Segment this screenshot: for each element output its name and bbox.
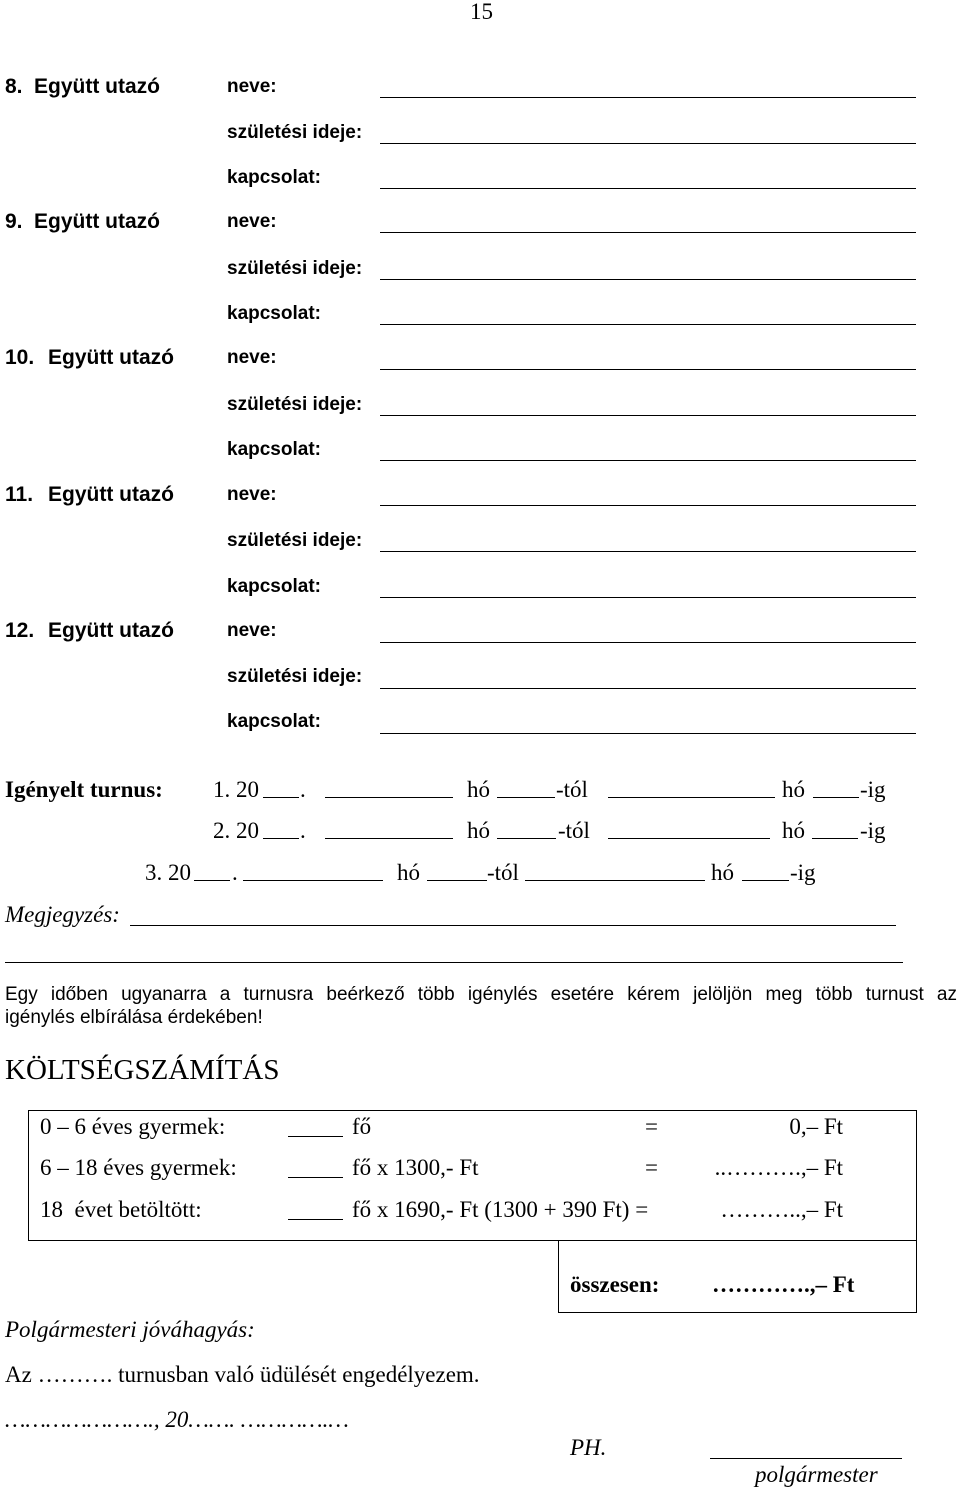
end-month-field[interactable]: [525, 880, 705, 881]
birth-date-field[interactable]: [380, 688, 916, 689]
traveler-title: Együtt utazó: [48, 619, 174, 642]
relation-field[interactable]: [380, 188, 916, 189]
total-label: összesen:: [570, 1272, 660, 1297]
start-day-field[interactable]: [427, 880, 487, 881]
equals-sign: =: [645, 1155, 658, 1180]
turnus-option-number: 1. 20: [213, 777, 259, 802]
birth-date-field[interactable]: [380, 551, 916, 552]
name-field[interactable]: [380, 232, 916, 233]
from-suffix: -tól: [558, 818, 590, 843]
end-day-field[interactable]: [812, 838, 858, 839]
year-field[interactable]: [194, 880, 230, 881]
name-field[interactable]: [380, 97, 916, 98]
birth-date-label: születési ideje:: [227, 666, 363, 687]
relation-field[interactable]: [380, 597, 916, 598]
signature-line[interactable]: [710, 1458, 902, 1459]
turnus-option-number: 3. 20: [145, 860, 191, 885]
year-dot: .: [300, 777, 306, 802]
to-suffix: -ig: [790, 860, 816, 885]
cost-title: KÖLTSÉGSZÁMÍTÁS: [5, 1054, 280, 1086]
headcount-field[interactable]: [288, 1136, 343, 1137]
row-amount: ..……….,– Ft: [714, 1155, 843, 1180]
birth-date-label: születési ideje:: [227, 258, 363, 279]
end-day-field[interactable]: [742, 880, 789, 881]
name-label: neve:: [227, 620, 277, 641]
notice-line-2: igénylés elbírálása érdekében!: [5, 1007, 263, 1028]
notice-line-1: Egy időben ugyanarra a turnusra beérkező több igénylés esetére kérem jelöljön meg több turnust az: [5, 984, 957, 1005]
relation-label: kapcsolat:: [227, 576, 321, 597]
end-month-label: hó: [782, 777, 805, 802]
remark-label: Megjegyzés:: [5, 902, 120, 927]
birth-date-field[interactable]: [380, 415, 916, 416]
headcount-field[interactable]: [288, 1177, 343, 1178]
name-field[interactable]: [380, 505, 916, 506]
unit-price-text: fő x 1690,- Ft (1300 + 390 Ft) =: [352, 1197, 649, 1222]
page-number: 15: [470, 0, 493, 24]
unit-price-text: fő x 1300,- Ft: [352, 1155, 479, 1180]
start-month-field[interactable]: [325, 838, 453, 839]
to-suffix: -ig: [860, 818, 886, 843]
traveler-number: 8.: [5, 75, 23, 98]
headcount-field[interactable]: [288, 1219, 343, 1220]
equals-sign: =: [645, 1114, 658, 1139]
end-month-field[interactable]: [608, 838, 770, 839]
row-amount: ………..,– Ft: [720, 1197, 843, 1222]
start-month-label: hó: [397, 860, 420, 885]
end-month-label: hó: [782, 818, 805, 843]
traveler-title: Együtt utazó: [48, 483, 174, 506]
end-month-label: hó: [711, 860, 734, 885]
traveler-title: Együtt utazó: [34, 75, 160, 98]
traveler-number: 10.: [5, 346, 35, 369]
age-group-label: 0 – 6 éves gyermek:: [40, 1114, 226, 1139]
year-field[interactable]: [263, 797, 299, 798]
remark-field[interactable]: [130, 925, 896, 926]
year-field[interactable]: [263, 838, 299, 839]
year-dot: .: [300, 818, 306, 843]
relation-label: kapcsolat:: [227, 303, 321, 324]
birth-date-field[interactable]: [380, 143, 916, 144]
from-suffix: -tól: [487, 860, 519, 885]
relation-label: kapcsolat:: [227, 711, 321, 732]
name-field[interactable]: [380, 642, 916, 643]
signature-label: polgármester: [755, 1462, 878, 1487]
traveler-number: 12.: [5, 619, 35, 642]
traveler-number: 9.: [5, 210, 23, 233]
row-amount: 0,– Ft: [789, 1114, 843, 1139]
approval-title: Polgármesteri jóváhagyás:: [5, 1317, 255, 1342]
age-group-label: 18 évet betöltött:: [40, 1197, 202, 1222]
start-month-field[interactable]: [325, 797, 453, 798]
name-label: neve:: [227, 347, 277, 368]
birth-date-label: születési ideje:: [227, 394, 363, 415]
end-month-field[interactable]: [608, 797, 775, 798]
relation-field[interactable]: [380, 733, 916, 734]
start-month-label: hó: [467, 777, 490, 802]
requested-turnus-label: Igényelt turnus:: [5, 777, 163, 802]
from-suffix: -tól: [556, 777, 588, 802]
date-line: …………………., 20……. ………….…: [5, 1407, 349, 1432]
unit-price-text: fő: [352, 1114, 372, 1139]
start-month-field[interactable]: [243, 880, 383, 881]
name-label: neve:: [227, 76, 277, 97]
to-suffix: -ig: [860, 777, 886, 802]
age-group-label: 6 – 18 éves gyermek:: [40, 1155, 237, 1180]
year-dot: .: [232, 860, 238, 885]
start-day-field[interactable]: [497, 838, 556, 839]
name-label: neve:: [227, 211, 277, 232]
traveler-title: Együtt utazó: [48, 346, 174, 369]
remark-field-line-2[interactable]: [5, 962, 903, 963]
start-day-field[interactable]: [497, 797, 555, 798]
relation-label: kapcsolat:: [227, 439, 321, 460]
name-field[interactable]: [380, 369, 916, 370]
birth-date-label: születési ideje:: [227, 530, 363, 551]
name-label: neve:: [227, 484, 277, 505]
end-day-field[interactable]: [813, 797, 859, 798]
birth-date-label: születési ideje:: [227, 122, 363, 143]
start-month-label: hó: [467, 818, 490, 843]
relation-label: kapcsolat:: [227, 167, 321, 188]
stamp-label: PH.: [570, 1435, 607, 1460]
relation-field[interactable]: [380, 324, 916, 325]
total-amount: ………….,– Ft: [712, 1272, 855, 1297]
approval-text: Az ………. turnusban való üdülését engedélyezem.: [5, 1362, 480, 1387]
birth-date-field[interactable]: [380, 279, 916, 280]
turnus-option-number: 2. 20: [213, 818, 259, 843]
traveler-title: Együtt utazó: [34, 210, 160, 233]
relation-field[interactable]: [380, 460, 916, 461]
traveler-number: 11.: [5, 483, 34, 506]
